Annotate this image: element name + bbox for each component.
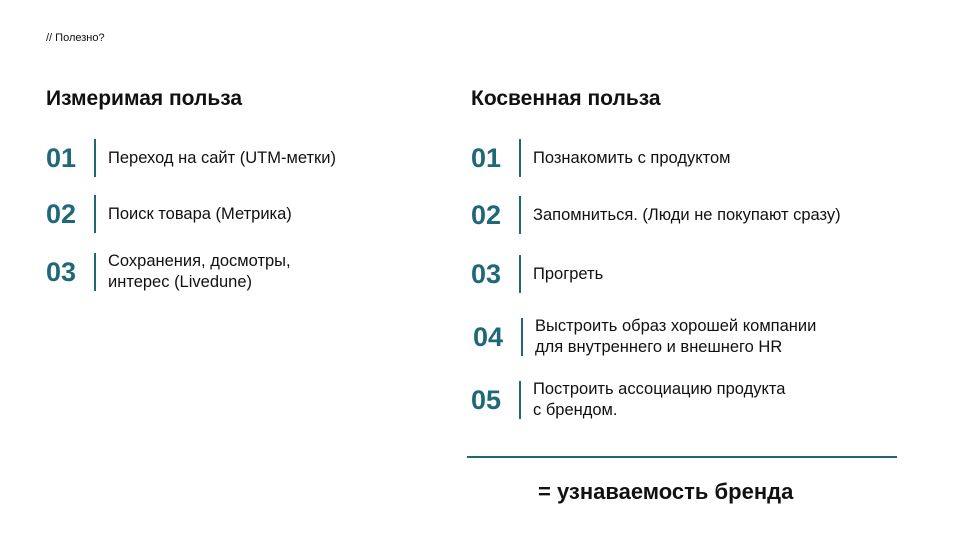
item-divider-bar bbox=[519, 139, 521, 177]
item-number: 01 bbox=[471, 143, 502, 173]
item-text-line: Выстроить образ хорошей компании bbox=[535, 317, 817, 335]
item-text bbox=[533, 379, 785, 421]
item-number: 02 bbox=[46, 199, 77, 229]
indirect-item-02 bbox=[471, 196, 841, 234]
measurable-item-03 bbox=[46, 251, 291, 293]
item-divider-bar bbox=[94, 195, 96, 233]
item-number: 01 bbox=[46, 143, 77, 173]
item-number: 03 bbox=[46, 257, 77, 287]
item-divider-bar bbox=[519, 196, 521, 234]
item-text-line: интерес (Livedune) bbox=[108, 273, 253, 291]
item-number: 03 bbox=[471, 259, 502, 289]
item-divider-bar bbox=[519, 381, 521, 419]
indirect-item-01 bbox=[471, 139, 731, 177]
item-number: 05 bbox=[471, 385, 502, 415]
item-text: Прогреть bbox=[533, 264, 604, 283]
measurable-item-02 bbox=[46, 195, 292, 233]
item-text bbox=[535, 316, 816, 358]
item-text-line: с брендом. bbox=[533, 401, 618, 419]
measurable-benefit-title: Измеримая польза bbox=[46, 87, 243, 110]
item-divider-bar bbox=[94, 253, 96, 291]
item-divider-bar bbox=[94, 139, 96, 177]
section-eyebrow: // Полезно? bbox=[46, 32, 105, 44]
item-text: Познакомить с продуктом bbox=[533, 148, 731, 167]
item-text: Переход на сайт (UTM-метки) bbox=[108, 148, 336, 167]
item-text: Запомниться. (Люди не покупают сразу) bbox=[533, 205, 841, 224]
item-divider-bar bbox=[519, 255, 521, 293]
indirect-item-04 bbox=[473, 316, 816, 358]
measurable-item-01 bbox=[46, 139, 336, 177]
item-divider-bar bbox=[521, 318, 523, 356]
item-text: Поиск товара (Метрика) bbox=[108, 204, 292, 223]
indirect-benefit-title: Косвенная польза bbox=[471, 87, 661, 110]
indirect-item-03 bbox=[471, 255, 603, 293]
item-text-line: Построить ассоциацию продукта bbox=[533, 380, 786, 398]
conclusion-divider bbox=[467, 456, 897, 458]
item-number: 04 bbox=[473, 322, 504, 352]
item-text-line: для внутреннего и внешнего HR bbox=[535, 338, 783, 356]
item-number: 02 bbox=[471, 200, 502, 230]
indirect-item-05 bbox=[471, 379, 785, 421]
item-text bbox=[108, 251, 291, 293]
item-text-line: Сохранения, досмотры, bbox=[108, 252, 291, 270]
brand-awareness-conclusion: = узнаваемость бренда bbox=[538, 479, 794, 504]
